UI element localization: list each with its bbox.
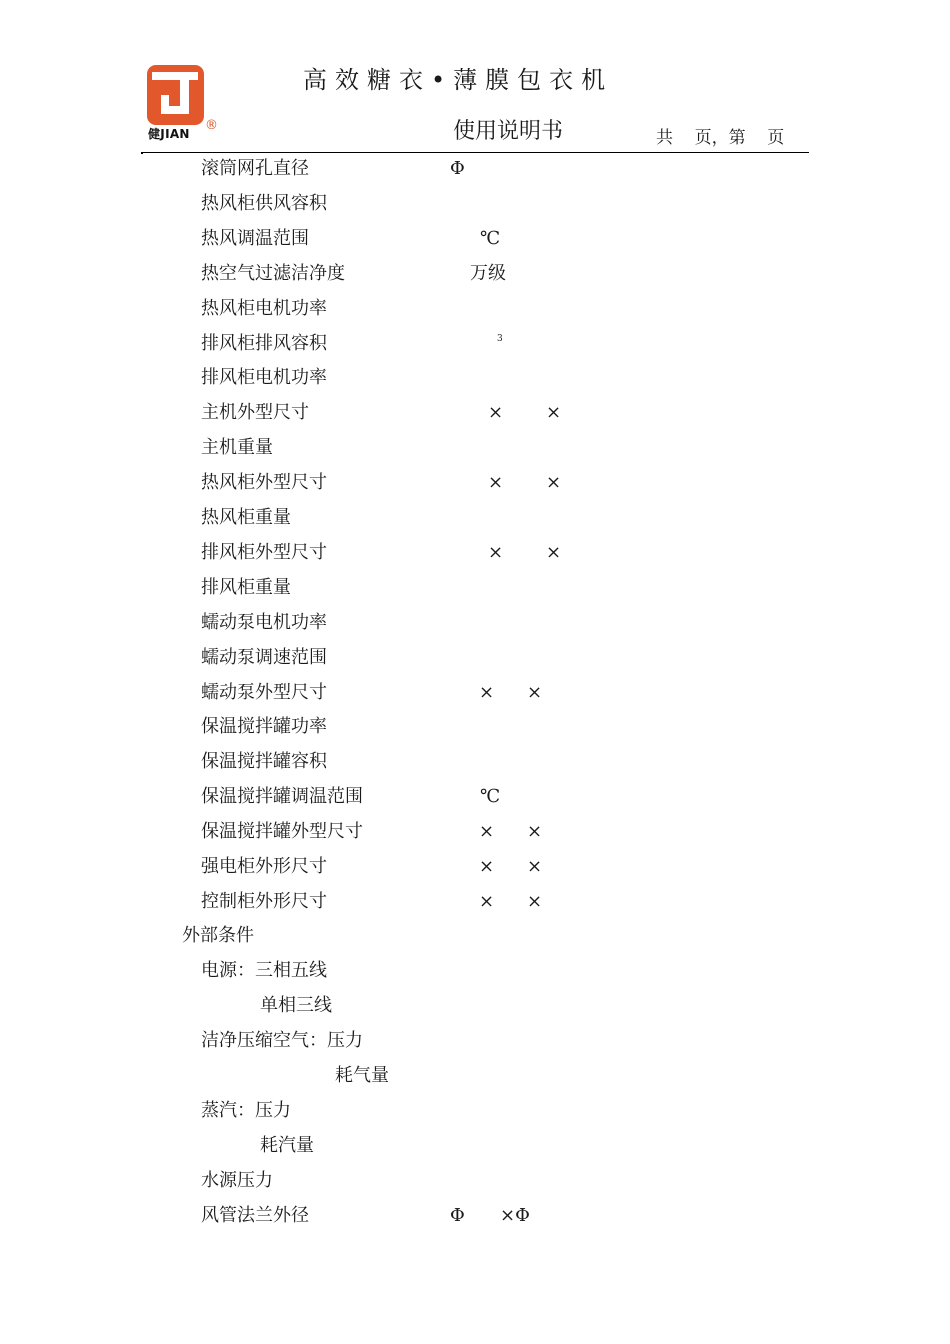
spec-row [201, 505, 701, 535]
spec-label: 保温搅拌罐外型尺寸 [201, 821, 363, 843]
spec-value-1: × [479, 821, 495, 843]
spec-row [201, 400, 701, 430]
spec-value-1: × [479, 681, 495, 703]
document-subtitle: 使用说明书 [453, 119, 564, 144]
spec-value-1: × [479, 890, 495, 912]
spec-row [201, 854, 701, 884]
registered-mark: ® [205, 118, 218, 133]
spec-row [201, 610, 701, 640]
spec-label: 主机重量 [201, 437, 273, 459]
spec-superscript: 3 [497, 333, 503, 344]
spec-value-2: × [527, 890, 543, 912]
spec-value-1: ℃ [480, 227, 501, 249]
spec-label: 控制柜外形尺寸 [201, 890, 327, 912]
spec-value-2: × [527, 681, 543, 703]
spec-row [201, 156, 701, 186]
spec-value-1: Φ [450, 158, 465, 179]
spec-label: 排风柜排风容积 [201, 332, 327, 354]
spec-value-2: × [546, 541, 562, 563]
spec-value-2: × [527, 821, 543, 843]
spec-label: 排风柜外型尺寸 [201, 541, 327, 563]
spec-row [201, 470, 701, 500]
spec-row [201, 819, 701, 849]
spec-label: 蠕动泵调速范围 [201, 646, 327, 668]
spec-row [201, 714, 701, 744]
spec-row [201, 749, 701, 779]
spec-row [201, 296, 701, 326]
water-pressure-label: 水源压力 [201, 1170, 273, 1191]
steam-consumption-label: 耗汽量 [260, 1135, 314, 1156]
spec-row [201, 191, 701, 221]
logo-text: 健JIAN [148, 127, 190, 141]
spec-label: 滚筒网孔直径 [201, 158, 309, 179]
spec-label: 热风柜重量 [201, 507, 291, 528]
external-conditions-heading: 外部条件 [182, 925, 254, 946]
spec-label: 热空气过滤洁净度 [201, 262, 345, 284]
spec-label: 保温搅拌罐容积 [201, 751, 327, 773]
spec-row [201, 435, 701, 465]
spec-value-1: 万级 [470, 262, 506, 284]
spec-row [201, 365, 701, 395]
spec-label: 保温搅拌罐调温范围 [201, 786, 363, 808]
power-label: 电源：三相五线 [201, 960, 327, 981]
spec-label: 热风柜电机功率 [201, 297, 327, 319]
spec-row [201, 540, 701, 570]
spec-label: 蠕动泵电机功率 [201, 611, 327, 633]
spec-row [201, 261, 701, 291]
logo-j-icon [147, 65, 204, 125]
spec-label: 主机外型尺寸 [201, 402, 309, 424]
spec-label: 排风柜重量 [201, 576, 291, 598]
company-logo [147, 65, 225, 145]
spec-label: 保温搅拌罐功率 [201, 716, 327, 738]
compressed-air-label: 洁净压缩空气：压力 [201, 1030, 363, 1051]
power-single-label: 单相三线 [260, 995, 332, 1016]
steam-label: 蒸汽：压力 [201, 1100, 291, 1121]
air-consumption-label: 耗气量 [335, 1065, 389, 1086]
spec-label: 热风柜供风容积 [201, 192, 327, 214]
spec-label: 排风柜电机功率 [201, 367, 327, 389]
page-info: 共 页，第 页 [656, 128, 785, 148]
spec-value-1: × [488, 541, 504, 563]
spec-value-2: × [546, 472, 562, 494]
spec-value-1: × [479, 856, 495, 877]
spec-row [201, 680, 701, 710]
header-rule [142, 152, 809, 153]
spec-row [201, 645, 701, 675]
spec-value-1: × [488, 402, 504, 424]
duct-flange-value-2: ×Φ [500, 1205, 530, 1226]
spec-value-2: × [527, 856, 543, 877]
spec-row [201, 784, 701, 814]
spec-label: 热风调温范围 [201, 227, 309, 249]
duct-flange-label: 风管法兰外径 [201, 1205, 309, 1226]
document-title: 高效糖衣•薄膜包衣机 [303, 66, 614, 94]
spec-row [201, 331, 701, 361]
duct-flange-value-1: Φ [450, 1205, 465, 1226]
spec-value-2: × [546, 402, 562, 424]
spec-row [201, 575, 701, 605]
spec-label: 强电柜外形尺寸 [201, 856, 327, 877]
spec-row [201, 226, 701, 256]
spec-value-1: × [488, 472, 504, 494]
spec-label: 热风柜外型尺寸 [201, 472, 327, 494]
rule-dot [141, 152, 143, 154]
spec-value-1: ℃ [480, 786, 501, 808]
spec-label: 蠕动泵外型尺寸 [201, 681, 327, 703]
spec-row [201, 889, 701, 919]
